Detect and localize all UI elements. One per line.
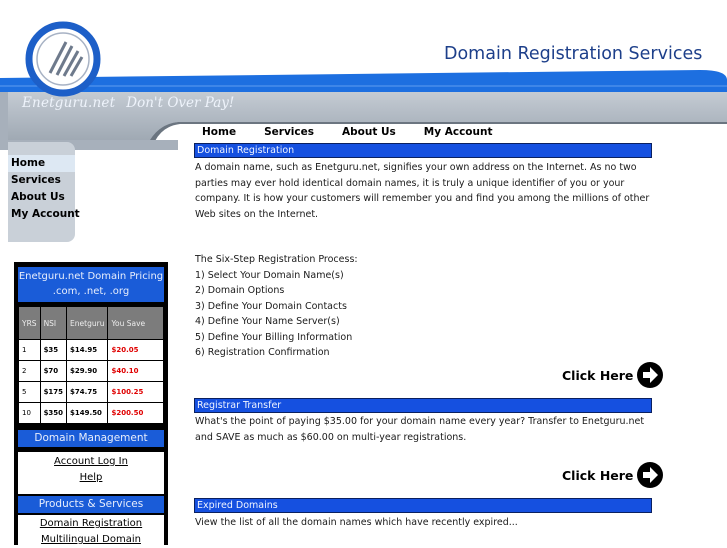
cell: $14.95 [67, 340, 108, 361]
step-item: 4) Define Your Name Server(s) [195, 316, 340, 327]
cell: 10 [19, 403, 41, 424]
col-header: NSI [40, 307, 66, 340]
sidebar-item-home[interactable]: Home [8, 155, 75, 172]
steps-title: The Six-Step Registration Process: [195, 254, 358, 265]
expired-domains-text[interactable]: View the list of all the domain names which have recently expired... [195, 517, 518, 528]
domain-management-header: Domain Management [18, 430, 164, 447]
cell: $350 [40, 403, 66, 424]
domain-registration-link[interactable]: Domain Registration [39, 518, 143, 529]
sidebar-item-services[interactable]: Services [11, 174, 61, 186]
arrow-right-icon [636, 361, 664, 389]
pricing-tlds: .com, .net, .org [52, 286, 130, 297]
cell: $35 [40, 340, 66, 361]
col-header: You Save [108, 307, 164, 340]
table-row [19, 340, 164, 361]
cell: 5 [19, 382, 41, 403]
col-header: Enetguru [67, 307, 108, 340]
tab-my-account[interactable]: My Account [423, 126, 493, 138]
products-services-links [18, 515, 164, 546]
cell: $200.50 [108, 403, 164, 424]
help-link[interactable]: Help [79, 472, 103, 483]
pricing-title: Enetguru.net Domain Pricing [18, 271, 164, 282]
cell: $20.05 [108, 340, 164, 361]
step-item: 6) Registration Confirmation [195, 347, 330, 358]
left-nav [8, 155, 80, 223]
account-login-link[interactable]: Account Log In [54, 456, 128, 467]
tab-about-us[interactable]: About Us [341, 126, 396, 138]
sidebar-item-my-account[interactable]: My Account [11, 208, 80, 220]
domain-management-links [18, 452, 164, 494]
tagline [22, 95, 234, 111]
tab-home[interactable]: Home [202, 126, 237, 138]
step-item: 2) Domain Options [195, 285, 285, 296]
step-item: 5) Define Your Billing Information [195, 331, 353, 343]
table-row [19, 382, 164, 403]
click-here-button-registration[interactable] [562, 361, 664, 389]
steps-list [195, 252, 660, 361]
arrow-right-icon [636, 461, 664, 489]
cell: $175 [40, 382, 66, 403]
top-nav [202, 126, 521, 138]
multilingual-domain-link[interactable]: Multilingual Domain [41, 534, 141, 545]
table-row [19, 403, 164, 424]
col-header: YRS [19, 307, 41, 340]
sidebar-item-about-us[interactable]: About Us [11, 191, 65, 203]
products-services-header: Products & Services [18, 496, 164, 513]
brand-name: Enetguru.net [22, 95, 116, 111]
cell: $74.75 [67, 382, 108, 403]
cell: 2 [19, 361, 41, 382]
pricing-table [18, 306, 164, 424]
logo-icon [22, 18, 104, 100]
table-row [19, 361, 164, 382]
click-here-button-transfer[interactable] [562, 461, 664, 489]
domain-registration-text: A domain name, such as Enetguru.net, signifies your own address on the Internet. As no two parties may ever hold identical domain names, it is truly a unique identifier of you or your company. It is how your customers will remember you and find you among the millions of other Web sites on the Internet. [195, 162, 650, 220]
click-here-label: Click Here [562, 467, 634, 483]
tab-services[interactable]: Services [264, 126, 314, 138]
section-heading-registrar-transfer: Registrar Transfer [194, 398, 652, 413]
cell: $29.90 [67, 361, 108, 382]
cell: $100.25 [108, 382, 164, 403]
cell: $40.10 [108, 361, 164, 382]
section-heading-domain-registration: Domain Registration [194, 143, 652, 158]
slogan: Don't Over Pay! [126, 95, 235, 111]
table-header-row [19, 307, 164, 340]
pricing-header [18, 267, 164, 302]
cell: $70 [40, 361, 66, 382]
section-heading-expired-domains: Expired Domains [194, 498, 652, 513]
registrar-transfer-text: What's the point of paying $35.00 for your domain name every year? Transfer to Enetguru.net and SAVE as much as $60.00 on multi-year registrations. [195, 416, 645, 443]
site-title: Domain Registration Services [444, 44, 703, 64]
cell: $149.50 [67, 403, 108, 424]
step-item: 1) Select Your Domain Name(s) [195, 269, 344, 281]
cell: 1 [19, 340, 41, 361]
click-here-label: Click Here [562, 367, 634, 383]
step-item: 3) Define Your Domain Contacts [195, 300, 347, 312]
